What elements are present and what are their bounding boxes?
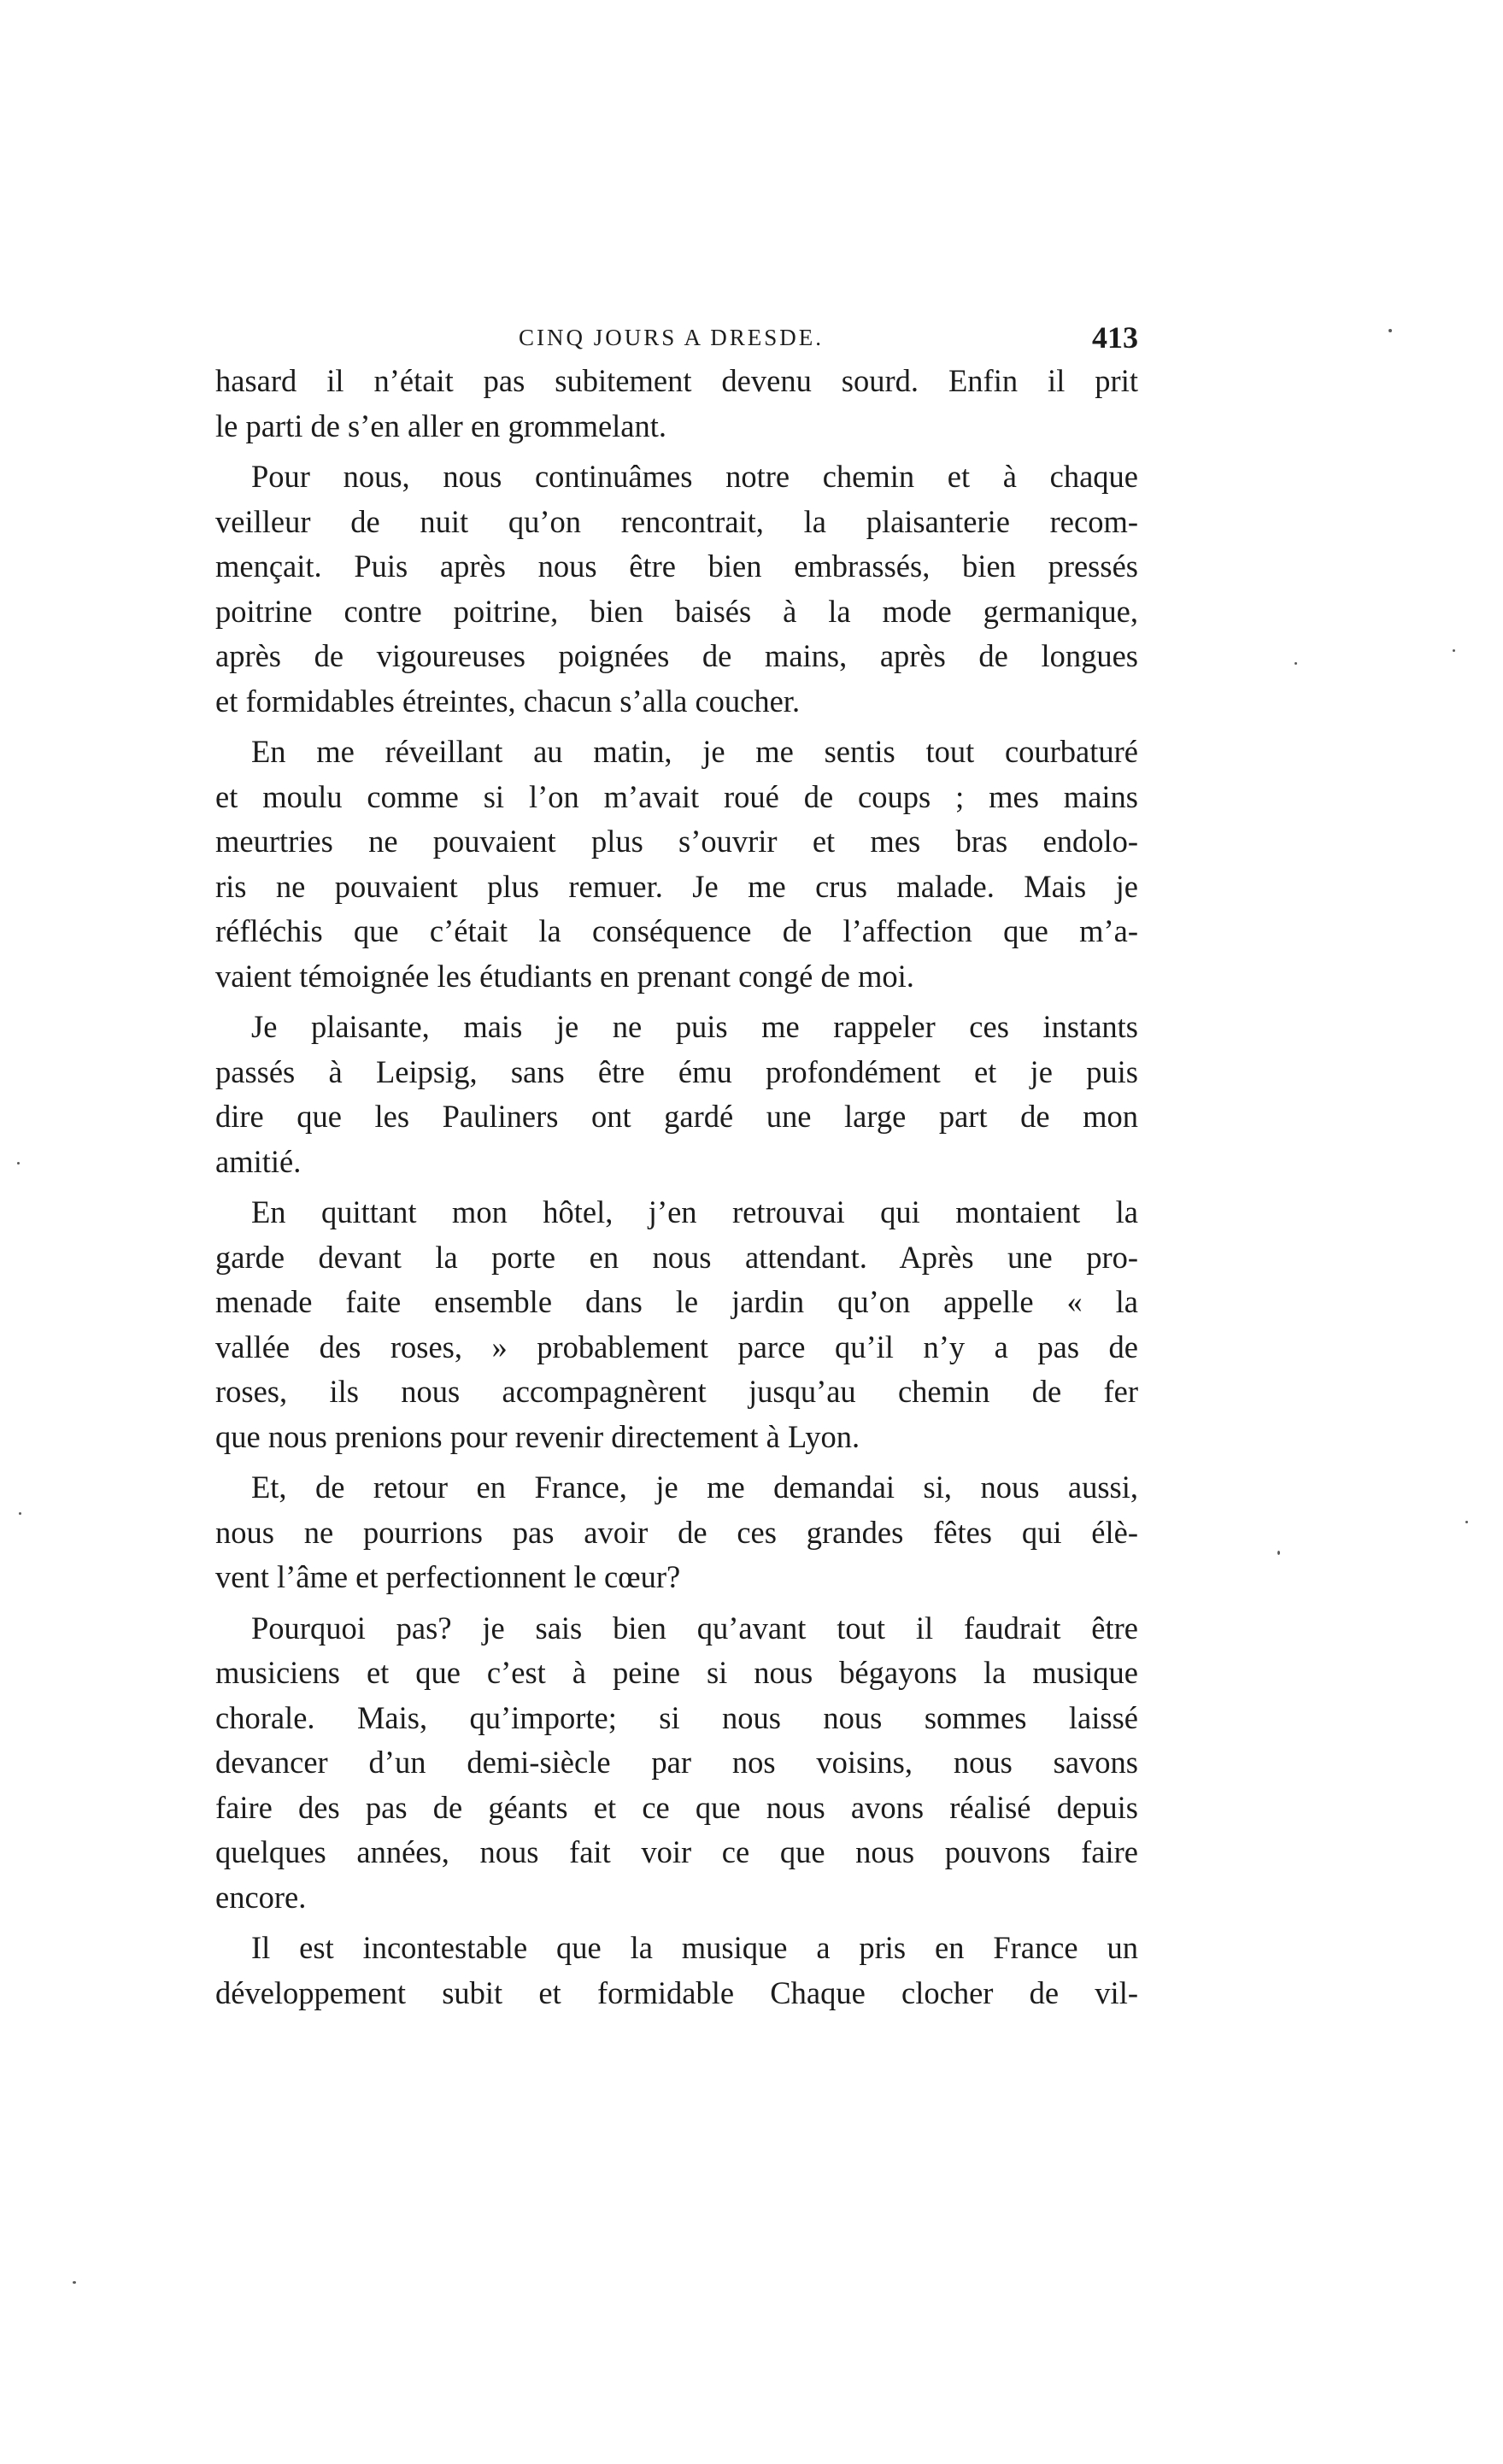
paragraph <box>215 1465 1138 1600</box>
paragraph <box>215 455 1138 724</box>
text-line: poitrine contre poitrine, bien baisés à la mode germanique, <box>215 593 1138 629</box>
text-line: Il est incontestable que la musique a pris en France un <box>251 1930 1138 1965</box>
paragraph <box>215 1606 1138 1921</box>
text-line: développement subit et formidable Chaque clocher de vil- <box>215 1974 1138 2010</box>
text-line: garde devant la porte en nous attendant. Après une pro- <box>215 1239 1138 1275</box>
running-title: CINQ JOURS A DRESDE. <box>519 325 825 350</box>
text-line: En me réveillant au matin, je me sentis tout courbaturé <box>251 734 1138 769</box>
text-line: passés à Leipsig, sans être ému profondément et je puis <box>215 1053 1138 1089</box>
text-line: menade faite ensemble dans le jardin qu’on appelle « la <box>215 1284 1138 1319</box>
paragraph <box>215 730 1138 999</box>
scan-speck <box>1389 329 1392 332</box>
text-line: devancer d’un demi-siècle par nos voisins, nous savons <box>215 1745 1138 1780</box>
text-line: et formidables étreintes, chacun s’alla coucher. <box>215 683 801 719</box>
text-line: dire que les Pauliners ont gardé une large part de mon <box>215 1099 1138 1134</box>
text-line: chorale. Mais, qu’importe; si nous nous sommes laissé <box>215 1699 1138 1735</box>
text-line: encore. <box>215 1879 307 1915</box>
scan-speck <box>19 1512 21 1515</box>
paragraph <box>215 1926 1138 2015</box>
text-line: après de vigoureuses poignées de mains, après de longues <box>215 638 1138 673</box>
text-line: roses, ils nous accompagnèrent jusqu’au chemin de fer <box>215 1374 1138 1409</box>
text-line: que nous prenions pour revenir directement à Lyon. <box>215 1418 860 1454</box>
text-line: nous ne pourrions pas avoir de ces grandes fêtes qui élè- <box>215 1514 1138 1550</box>
scan-speck <box>17 1162 20 1165</box>
text-line: et moulu comme si l’on m’avait roué de coups ; mes mains <box>215 778 1138 814</box>
text-line: réfléchis que c’était la conséquence de l’affection que m’a- <box>215 913 1138 948</box>
text-line: Et, de retour en France, je me demandai si, nous aussi, <box>251 1470 1138 1505</box>
scan-speck <box>73 2281 76 2284</box>
text-line: ris ne pouvaient plus remuer. Je me crus malade. Mais je <box>215 868 1138 904</box>
text-line: vaient témoignée les étudiants en prenant congé de moi. <box>215 958 914 994</box>
text-line: le parti de s’en aller en grommelant. <box>215 408 667 443</box>
text-line: meurtries ne pouvaient plus s’ouvrir et mes bras endolo- <box>215 824 1138 859</box>
paragraph <box>215 359 1138 449</box>
text-line: mençait. Puis après nous être bien embrassés, bien pressés <box>215 549 1138 584</box>
text-line: En quittant mon hôtel, j’en retrouvai qui montaient la <box>251 1194 1138 1229</box>
page-header <box>215 316 1138 359</box>
text-line: quelques années, nous fait voir ce que nous pouvons faire <box>215 1834 1138 1869</box>
page-number: 413 <box>1092 320 1138 355</box>
text-line: Pourquoi pas? je sais bien qu’avant tout il faudrait être <box>251 1610 1138 1646</box>
text-body <box>215 359 1138 2021</box>
scan-speck <box>1453 649 1455 652</box>
text-line: vent l’âme et perfectionnent le cœur? <box>215 1559 681 1594</box>
text-line: musiciens et que c’est à peine si nous bégayons la musique <box>215 1655 1138 1690</box>
scan-speck <box>1295 662 1297 665</box>
text-line: hasard il n’était pas subitement devenu sourd. Enfin il prit <box>215 363 1138 398</box>
paragraph <box>215 1190 1138 1459</box>
text-line: Je plaisante, mais je ne puis me rappeler ces instants <box>251 1009 1138 1044</box>
text-line: veilleur de nuit qu’on rencontrait, la plaisanterie recom- <box>215 503 1138 539</box>
text-line: faire des pas de géants et ce que nous avons réalisé depuis <box>215 1789 1138 1825</box>
scan-speck <box>1465 1521 1468 1523</box>
scan-speck <box>1277 1551 1280 1555</box>
paragraph <box>215 1005 1138 1184</box>
text-line: vallée des roses, » probablement parce qu’il n’y a pas de <box>215 1329 1138 1364</box>
text-line: amitié. <box>215 1143 302 1179</box>
text-line: Pour nous, nous continuâmes notre chemin et à chaque <box>251 459 1138 494</box>
